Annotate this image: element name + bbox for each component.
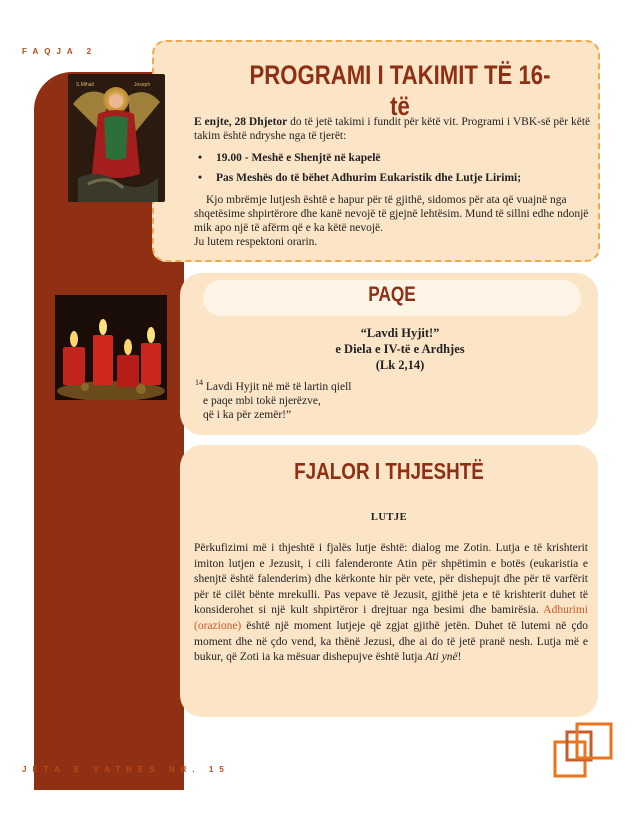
paqe-quote-line: “Lavdi Hyjit!”	[360, 326, 440, 340]
paqe-quote-line: e Diela e IV-të e Ardhjes	[335, 342, 465, 356]
program-date: E enjte, 28 Dhjetor	[194, 116, 288, 128]
program-body	[194, 115, 594, 249]
program-note-time: Ju lutem respektoni orarin.	[194, 236, 318, 248]
fjalor-heading: LUTJE	[370, 512, 408, 523]
fjalor-body	[194, 541, 588, 666]
program-list	[194, 151, 594, 185]
program-intro-text: do të jetë takimi i fundit për këtë vit. Programi i VBK-së për këtë takim është ndryshe nga të tjerët:	[194, 116, 591, 142]
paqe-title: PAQE	[368, 283, 416, 306]
footer-label: JETA E VATRËS NR. 15	[22, 765, 230, 774]
paqe-verse-line: e paqe mbi tokë njerëzve,	[203, 394, 321, 407]
paqe-verse-line	[195, 376, 415, 394]
list-item: • 19.00 - Meshë e Shenjtë në kapelë	[194, 151, 594, 165]
program-note: Kjo mbrëmje lutjesh është e hapur për të gjithë, sidomos për ata që vuajnë nga shqetësime shpirtërore dhe kanë nevojë të gjejnë lehtësim. Mund të sillni edhe ndonjë mik apo një të afërm që e ka këtë nevojë.	[194, 194, 589, 234]
squares-decoration-icon	[553, 722, 613, 778]
paqe-verse	[195, 376, 415, 422]
svg-text:Joseph: Joseph	[134, 82, 151, 88]
program-title: PROGRAMI I TAKIMIT TË 16-të	[249, 60, 551, 121]
candles-icon	[55, 295, 167, 400]
list-item: • Pas Meshës do të bëhet Adhurim Eukaristik dhe Lutje Lirimi;	[194, 171, 594, 185]
fjalor-highlight: Adhurimi (orazione)	[194, 604, 588, 632]
program-intro	[194, 115, 594, 143]
paqe-quote-line: (Lk 2,14)	[375, 358, 425, 372]
fjalor-title: FJALOR I THJESHTË	[294, 458, 484, 484]
verse-number: 14	[195, 378, 203, 387]
svg-text:S.Mihail: S.Mihail	[76, 82, 94, 88]
angel-icon	[68, 74, 165, 202]
paqe-quote	[250, 325, 550, 373]
fjalor-italic: Ati ynë	[425, 651, 458, 664]
paqe-verse-line: që i ka për zemër!”	[203, 408, 292, 421]
fjalor-text-part: është një moment lutjeje që zgjat gjithë jetën. Duhet të lutemi në çdo moment dhe në çdo vend, ka thënë Jezusi, dhe ai do të jetë pranë nesh. Lutja më e bukur, që Zoti ia ka mësuar dishepujve është lutja	[194, 619, 588, 664]
fjalor-text-end: !	[457, 651, 462, 664]
page-number-label: FAQJA 2	[22, 47, 98, 56]
paqe-verse-text: Lavdi Hyjit në më të lartin qiell	[205, 380, 352, 393]
fjalor-text-part: Përkufizimi më i thjeshtë i fjalës lutje është: dialog me Zotin. Lutja e të krishterit imiton lutjen e Jezusit, i cili falenderonte Atin për shpëtimin e botës (eukaristia e shenjtë është falenderim) dhe kërkonte hir për vete, për dishepujt dhe për të varfërit për të cilët bënte mrekulli. Pas vepave të Jezusit, gjithë jeta e të krishterit duhet të konsiderohet si një kult shpirtëror i drejtuar nga besimi dhe bamirësia.	[194, 542, 588, 617]
